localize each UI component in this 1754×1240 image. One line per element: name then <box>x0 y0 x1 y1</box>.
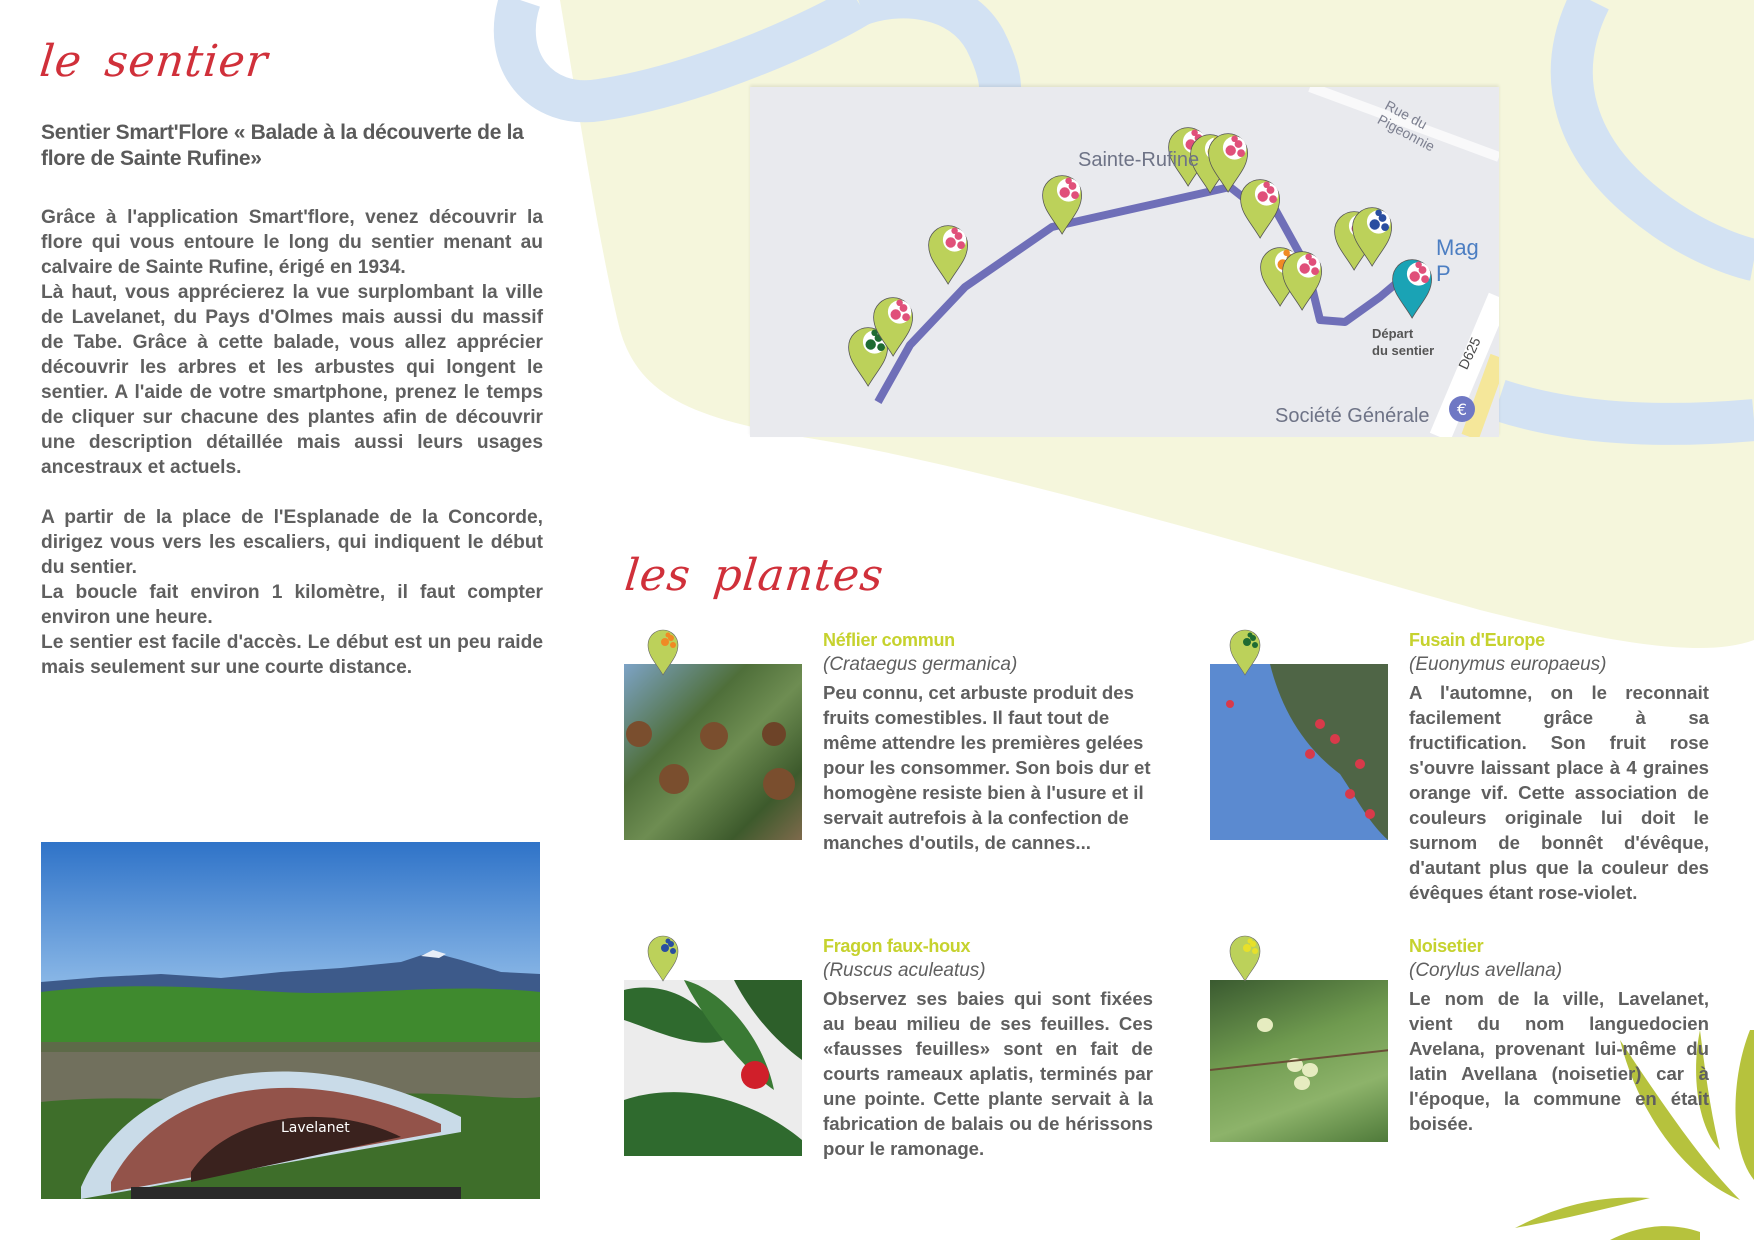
start-label-line1: Départ <box>1372 326 1414 341</box>
section-title-plantes: les plantes <box>622 550 887 601</box>
plant-name: Fusain d'Europe <box>1409 630 1545 650</box>
paragraph: A partir de la place de l'Esplanade de la Concorde, dirigez vous vers les escaliers, qui indiquent le début du sentier. <box>41 507 543 578</box>
plant-pin-icon[interactable] <box>929 226 968 284</box>
leaf-3 <box>1735 1030 1754 1180</box>
map-label-road: D625 <box>1455 334 1484 372</box>
plant-latin-name: (Crataegus germanica) <box>823 654 1018 675</box>
plant-name: Noisetier <box>1409 936 1484 956</box>
plant-text <box>823 628 1153 855</box>
paragraph: Grâce à l'application Smart'flore, venez découvrir la flore qui vous entoure le long du sentier menant au calvaire de Sainte Rufine, érigé en 1934. <box>41 207 543 278</box>
paragraph: Le sentier est facile d'accès. Le début est un peu raide mais seulement sur une courte distance. <box>41 632 543 678</box>
map-label-shop: Mag P <box>1436 235 1479 286</box>
map-label-street: Rue du Pigeonnie <box>1374 97 1438 155</box>
svg-text:€: € <box>1456 400 1468 419</box>
sign-text: Lavelanet <box>281 1120 350 1136</box>
plant-description: Peu connu, cet arbuste produit des fruits comestibles. Il faut tout de même attendre les premières gelées pour les consommer. Son bois dur et homogène resiste bien à l'usure et il servait autrefois à la confection de manches d'outils, de cannes... <box>823 682 1151 853</box>
paragraph: La boucle fait environ 1 kilomètre, il faut compter environ une heure. <box>41 582 543 628</box>
start-pin-icon[interactable] <box>1393 260 1432 318</box>
plant-latin-name: (Euonymus europaeus) <box>1409 654 1607 675</box>
landscape-photo <box>41 842 540 1199</box>
map-label-bank: Société Générale <box>1275 405 1430 427</box>
plant-description: Le nom de la ville, Lavelanet, vient du nom languedocien Avelana, provenant lui-même du latin Avellana (noisetier) car à l'époque, la commune en était boisée. <box>1409 988 1709 1134</box>
plant-text <box>1409 628 1709 905</box>
plant-text <box>823 934 1153 1161</box>
plant-photo <box>624 980 802 1156</box>
map-label-start <box>1372 325 1434 359</box>
river-bottom <box>1499 400 1754 424</box>
plant-photo <box>1210 664 1388 840</box>
trail-heading: Sentier Smart'Flore « Balade à la découverte de la flore de Sainte Rufine» <box>41 121 524 170</box>
map-canvas <box>750 87 1499 437</box>
plant-photo <box>1210 980 1388 1142</box>
start-label-line2: du sentier <box>1372 343 1435 358</box>
map-label-village: Sainte-Rufine <box>1078 149 1200 171</box>
trail-route <box>878 187 1418 402</box>
paragraph-gap <box>41 480 543 505</box>
map-pin-icon <box>1228 934 1262 982</box>
plant-photo <box>624 664 802 840</box>
plant-text <box>1409 934 1709 1136</box>
plant-name: Fragon faux-houx <box>823 936 971 956</box>
plant-name: Néflier commun <box>823 630 955 650</box>
paragraph: Là haut, vous apprécierez la vue surplombant la ville de Lavelanet, du Pays d'Olmes mais aussi du massif de Tabe. Grâce à cette balade, vous allez apprécier découvrir les arbres et les arbustes qui longent le sentier. A l'aide de votre smartphone, prenez le temps de cliquer sur chacune des plantes afin de découvrir une description détaillée mais aussi leurs usages ancestraux et actuels. <box>41 282 543 478</box>
trail-map[interactable] <box>750 87 1499 437</box>
map-pin-icon <box>646 934 680 982</box>
leaf-5 <box>1610 1226 1700 1240</box>
bank-pin-icon <box>1449 396 1475 422</box>
section-title-sentier: le sentier <box>37 36 271 87</box>
plant-description: A l'automne, on le reconnait facilement grâce à sa fructification. Son fruit rose s'ouvre laissant place à 4 graines orange vif. Cette association de couleurs originale lui doit le surnom de bonnêt d'évêque, d'autant plus que la couleur des évêques étant rose-violet. <box>1409 682 1709 903</box>
plant-latin-name: (Ruscus aculeatus) <box>823 960 986 981</box>
plant-pin-icon[interactable] <box>1241 180 1280 238</box>
leaf-4 <box>1515 1197 1650 1228</box>
plant-latin-name: (Corylus avellana) <box>1409 960 1563 981</box>
plant-description: Observez ses baies qui sont fixées au beau milieu de ses feuilles. Ces «fausses feuilles» sont en fait de courts rameaux aplatis, terminés par une pointe. Cette plante servait à la fabrication de balais ou de hérissons pour le ramonage. <box>823 988 1153 1159</box>
trail-description <box>41 205 543 680</box>
map-pin-icon <box>1228 628 1262 676</box>
map-pin-icon <box>646 628 680 676</box>
